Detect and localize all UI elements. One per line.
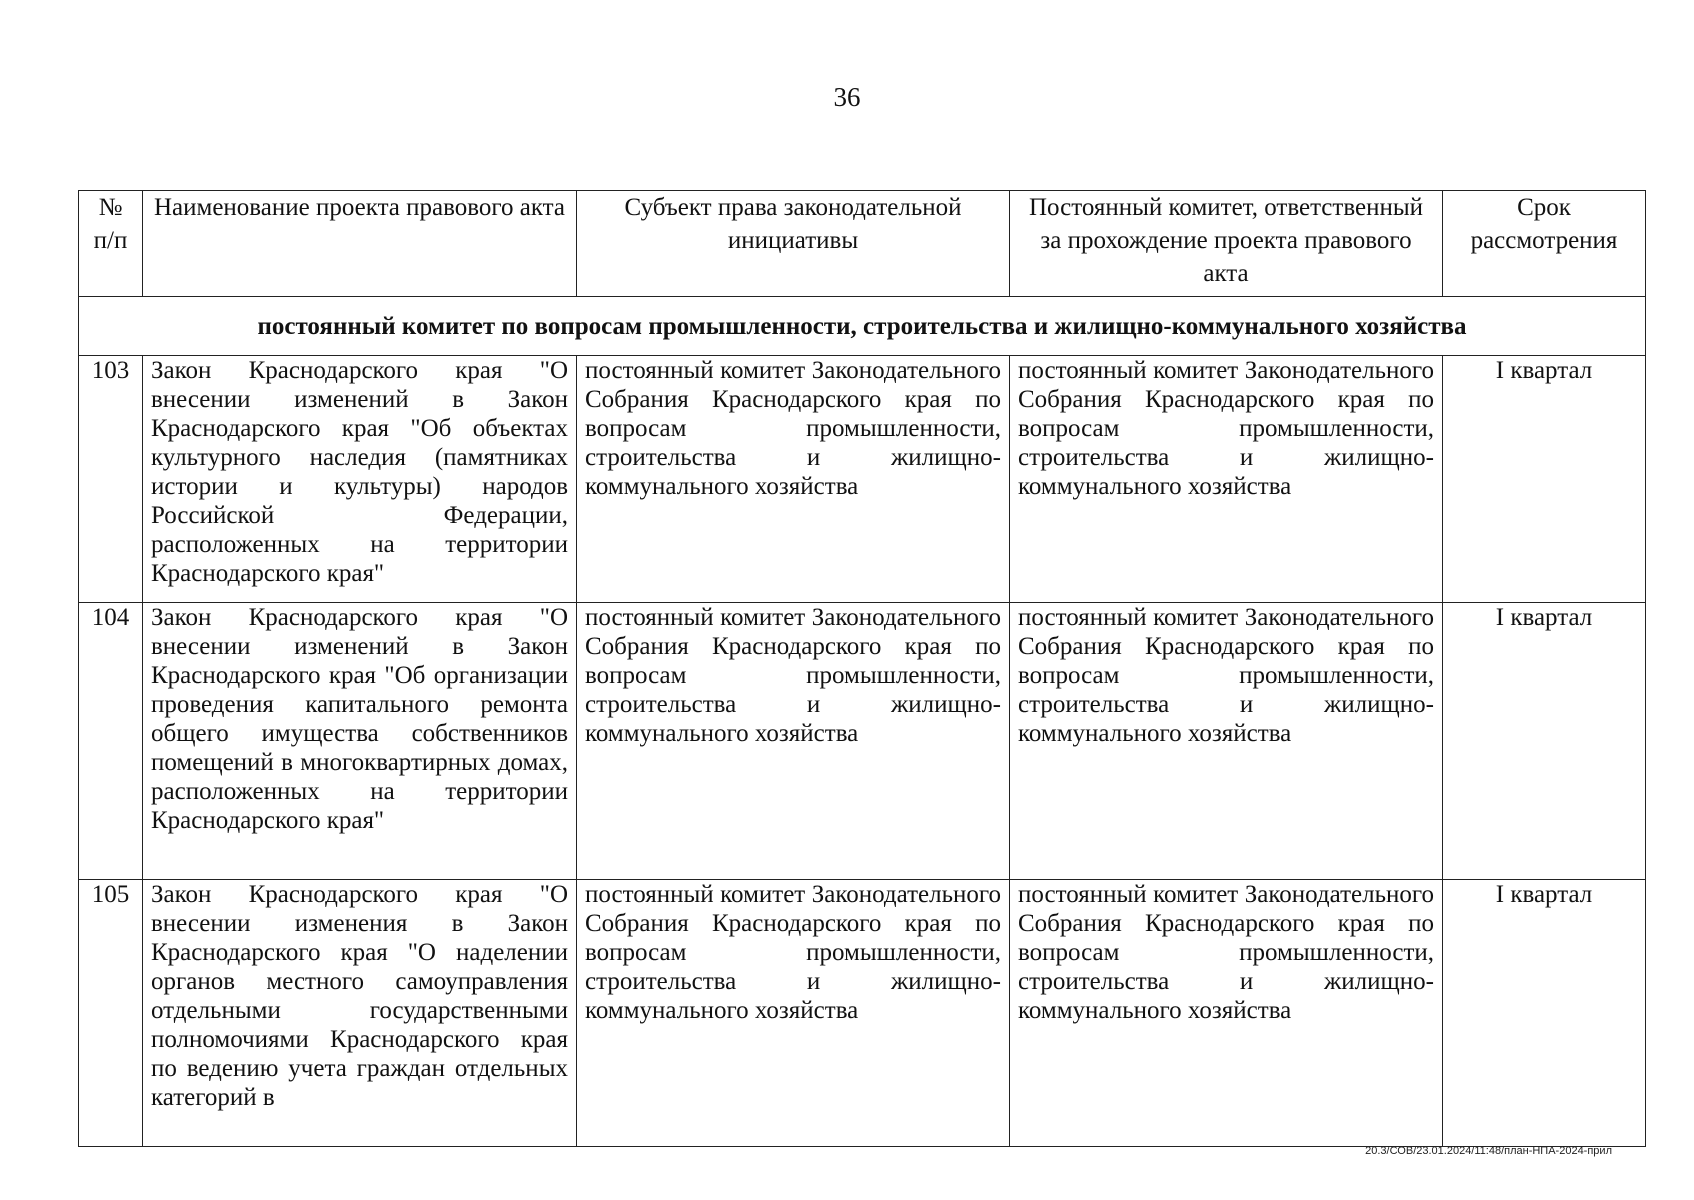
initiative-subject: постоянный комитет Законодательного Собрания Краснодарского края по вопросам промышленности, строительства и жилищно-коммунального хозяйства: [577, 356, 1010, 603]
review-term: I квартал: [1443, 356, 1646, 603]
legislative-plan-table: [78, 190, 1646, 1147]
section-title: постоянный комитет по вопросам промышленности, строительства и жилищно-коммунального хозяйства: [79, 297, 1646, 356]
header-num: № п/п: [79, 191, 143, 297]
header-name: Наименование проекта правового акта: [143, 191, 577, 297]
review-term: I квартал: [1443, 880, 1646, 1147]
act-name: Закон Краснодарского края "О внесении изменения в Закон Краснодарского края "О наделении органов местного самоуправления отдельными государственными полномочиями Краснодарского края по ведению учета граждан отдельных категорий в: [143, 880, 577, 1147]
row-number: 105: [79, 880, 143, 1147]
document-code: 20.3/СОВ/23.01.2024/11:48/план-НПА-2024-прил: [1365, 1145, 1612, 1157]
table-row: [79, 356, 1646, 603]
header-subject: Субъект права законодательной инициативы: [577, 191, 1010, 297]
page-number: 36: [833, 82, 861, 112]
row-number: 103: [79, 356, 143, 603]
responsible-committee: постоянный комитет Законодательного Собрания Краснодарского края по вопросам промышленности, строительства и жилищно-коммунального хозяйства: [1010, 880, 1443, 1147]
table-row: [79, 880, 1646, 1147]
responsible-committee: постоянный комитет Законодательного Собрания Краснодарского края по вопросам промышленности, строительства и жилищно-коммунального хозяйства: [1010, 603, 1443, 880]
table-header-row: [79, 191, 1646, 297]
act-name: Закон Краснодарского края "О внесении изменений в Закон Краснодарского края "Об организации проведения капитального ремонта общего имущества собственников помещений в многоквартирных домах, расположенных на территории Краснодарского края": [143, 603, 577, 880]
table-row: [79, 603, 1646, 880]
header-committee: Постоянный комитет, ответственный за прохождение проекта правового акта: [1010, 191, 1443, 297]
review-term: I квартал: [1443, 603, 1646, 880]
initiative-subject: постоянный комитет Законодательного Собрания Краснодарского края по вопросам промышленности, строительства и жилищно-коммунального хозяйства: [577, 603, 1010, 880]
act-name: Закон Краснодарского края "О внесении изменений в Закон Краснодарского края "Об объектах культурного наследия (памятниках истории и культуры) народов Российской Федерации, расположенных на территории Краснодарского края": [143, 356, 577, 603]
row-number: 104: [79, 603, 143, 880]
initiative-subject: постоянный комитет Законодательного Собрания Краснодарского края по вопросам промышленности, строительства и жилищно-коммунального хозяйства: [577, 880, 1010, 1147]
section-row: [79, 297, 1646, 356]
responsible-committee: постоянный комитет Законодательного Собрания Краснодарского края по вопросам промышленности, строительства и жилищно-коммунального хозяйства: [1010, 356, 1443, 603]
header-term: Срок рассмотрения: [1443, 191, 1646, 297]
